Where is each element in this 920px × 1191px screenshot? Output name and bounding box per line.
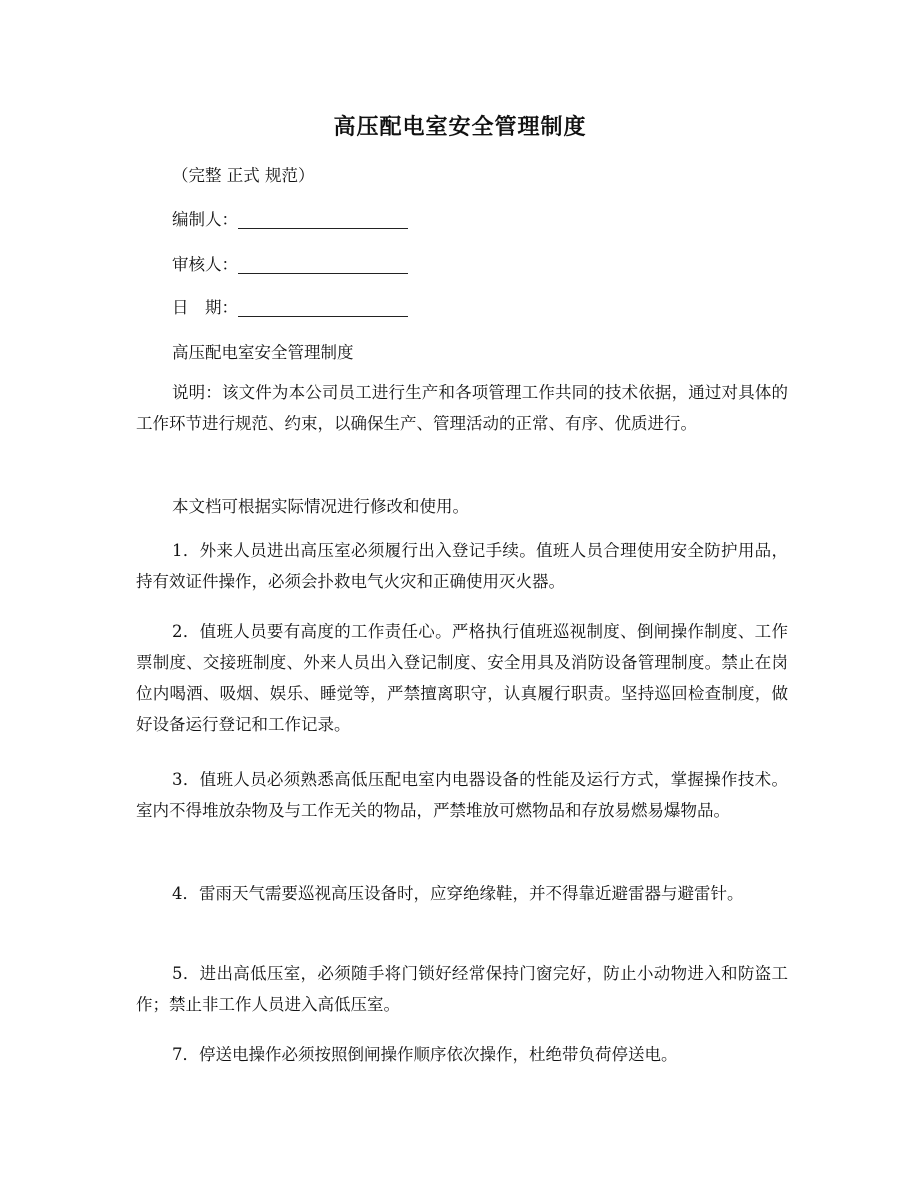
field-author — [172, 206, 408, 230]
field-date-label: 日 期： — [172, 298, 238, 317]
item-paragraph-5: 5．进出高低压室，必须随手将门锁好经常保持门窗完好，防止小动物进入和防盗工作；禁止非工作人员进入高低压室。 — [136, 964, 788, 1014]
field-reviewer-label: 审核人： — [172, 255, 238, 274]
field-author-label: 编制人： — [172, 210, 238, 229]
item-paragraph-3: 3．值班人员必须熟悉高低压配电室内电器设备的性能及运行方式，掌握操作技术。室内不得堆放杂物及与工作无关的物品，严禁堆放可燃物品和存放易燃易爆物品。 — [136, 770, 788, 820]
heading-repeat: 高压配电室安全管理制度 — [172, 343, 354, 362]
field-reviewer — [172, 251, 408, 275]
document-subtitle: （完整 正式 规范） — [172, 166, 315, 185]
note-paragraph: 说明：该文件为本公司员工进行生产和各项管理工作共同的技术依据，通过对具体的工作环节进行规范、约束，以确保生产、管理活动的正常、有序、优质进行。 — [136, 383, 788, 433]
item-paragraph-2: 2．值班人员要有高度的工作责任心。严格执行值班巡视制度、倒闸操作制度、工作票制度、交接班制度、外来人员出入登记制度、安全用具及消防设备管理制度。禁止在岗位内喝酒、吸烟、娱乐、睡觉等，严禁擅离职守，认真履行职责。坚持巡回检查制度，做好设备运行登记和工作记录。 — [136, 622, 788, 734]
item-paragraph-7: 7．停送电操作必须按照倒闸操作顺序依次操作，杜绝带负荷停送电。 — [172, 1045, 678, 1064]
item-paragraph-4: 4．雷雨天气需要巡视高压设备时，应穿绝缘鞋，并不得靠近避雷器与避雷针。 — [172, 884, 744, 903]
note2-paragraph: 本文档可根据实际情况进行修改和使用。 — [172, 497, 469, 516]
field-date — [172, 294, 408, 318]
item-paragraph-1: 1．外来人员进出高压室必须履行出入登记手续。值班人员合理使用安全防护用品，持有效证件操作，必须会扑救电气火灾和正确使用灭火器。 — [136, 541, 788, 591]
field-reviewer-blank — [238, 255, 408, 274]
document-title: 高压配电室安全管理制度 — [333, 114, 587, 140]
field-author-blank — [238, 210, 408, 229]
field-date-blank — [238, 298, 408, 317]
